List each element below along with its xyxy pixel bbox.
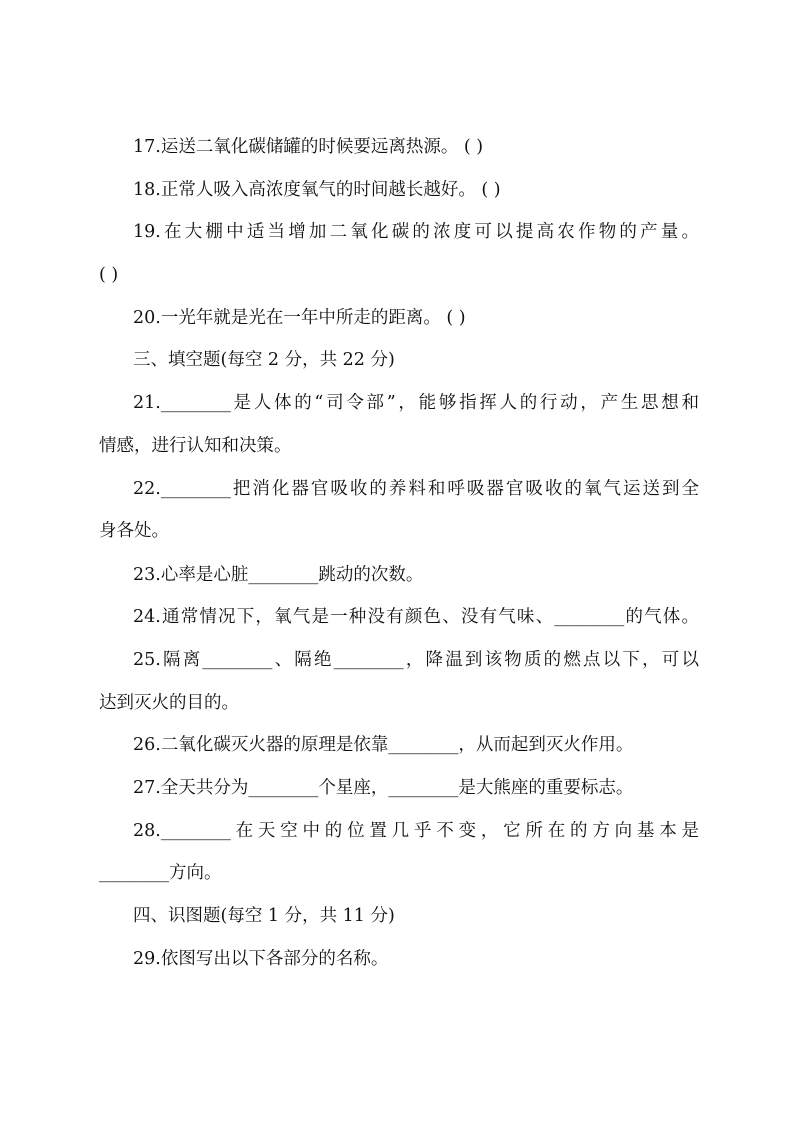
question-21-line-1: 21.________是人体的“司令部”，能够指挥人的行动，产生思想和: [133, 393, 699, 413]
question-19-line-2: ( ): [99, 265, 119, 285]
question-24: 24.通常情况下，氧气是一种没有颜色、没有气味、________的气体。: [133, 607, 699, 627]
question-25-line-1: 25.隔离________、隔绝________，降温到该物质的燃点以下，可以: [133, 650, 699, 670]
question-28-line-2: ________方向。: [99, 863, 222, 883]
question-27: 27.全天共分为________个星座，________是大熊座的重要标志。: [133, 778, 634, 798]
question-21-line-2: 情感，进行认知和决策。: [99, 436, 292, 456]
question-17: 17.运送二氧化碳储罐的时候要远离热源。 ( ): [133, 137, 484, 157]
question-19-line-1: 19.在大棚中适当增加二氧化碳的浓度可以提高农作物的产量。: [133, 222, 699, 242]
question-23: 23.心率是心脏________跳动的次数。: [133, 565, 424, 585]
question-25-line-2: 达到灭火的目的。: [99, 693, 239, 713]
question-18: 18.正常人吸入高浓度氧气的时间越长越好。 ( ): [133, 180, 501, 200]
question-22-line-1: 22.________把消化器官吸收的养料和呼吸器官吸收的氧气运送到全: [133, 479, 699, 499]
question-22-line-2: 身各处。: [99, 521, 169, 541]
section-4-heading: 四、识图题(每空 1 分，共 11 分): [133, 906, 395, 926]
question-26: 26.二氧化碳灭火器的原理是依靠________，从而起到灭火作用。: [133, 735, 634, 755]
question-29: 29.依图写出以下各部分的名称。: [133, 949, 389, 969]
question-28-line-1: 28.________在天空中的位置几乎不变，它所在的方向基本是: [133, 821, 699, 841]
section-3-heading: 三、填空题(每空 2 分，共 22 分): [133, 350, 395, 370]
question-20: 20.一光年就是光在一年中所走的距离。 ( ): [133, 308, 466, 328]
